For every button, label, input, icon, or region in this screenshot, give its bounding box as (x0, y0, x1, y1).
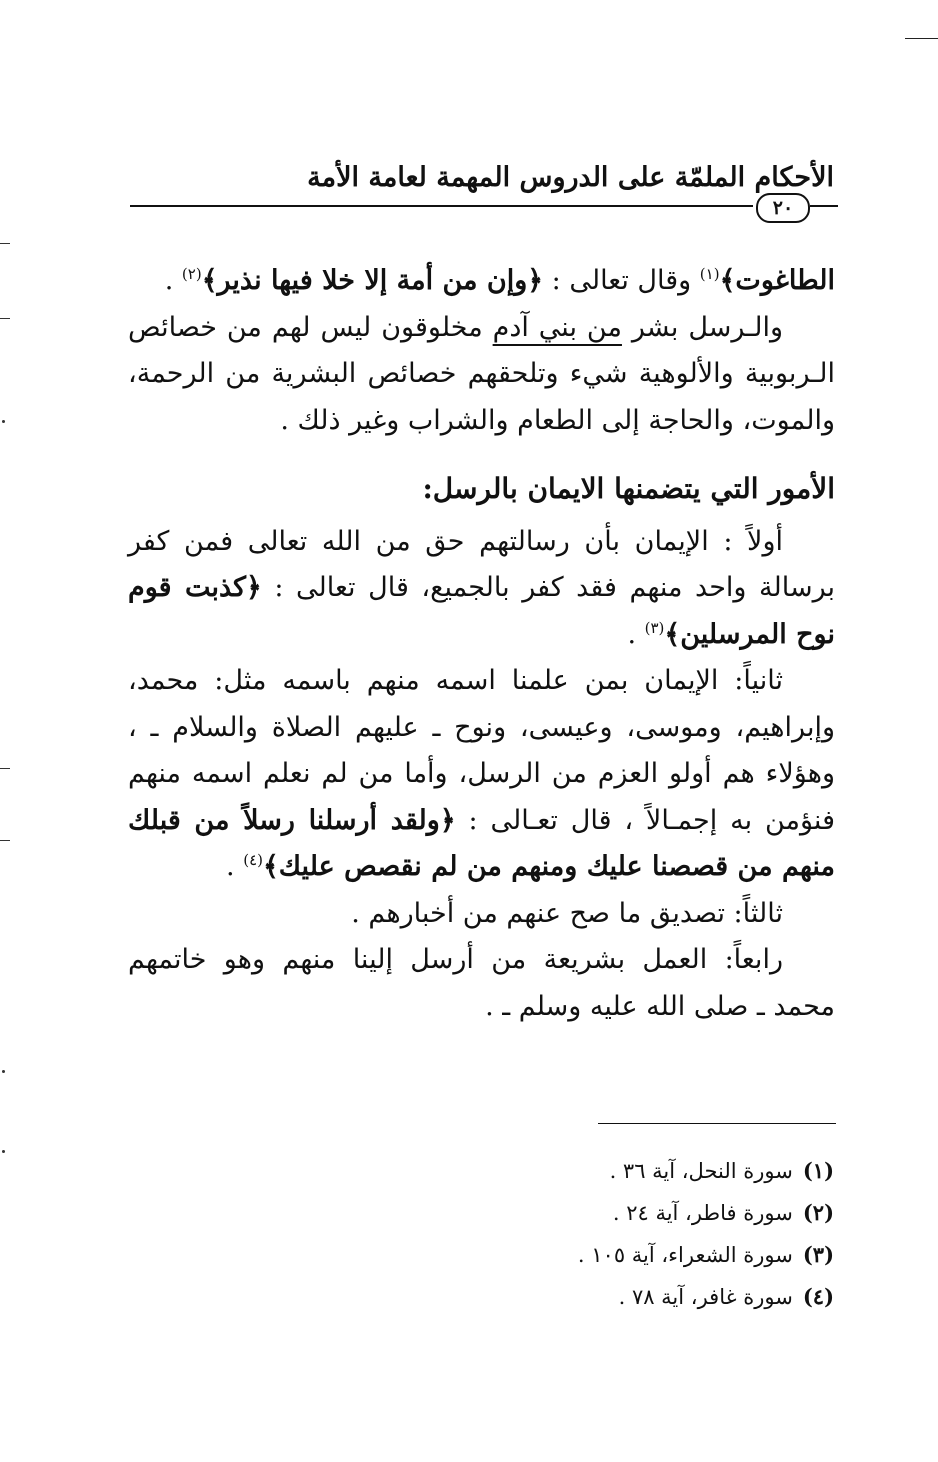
header-rule (130, 205, 753, 207)
paragraph-2 (128, 305, 835, 445)
footnote-text: سورة الشعراء، آية ١٠٥ . (577, 1243, 793, 1267)
footnote-ref: (٢) (181, 265, 202, 283)
footnote-item (460, 1150, 834, 1192)
edge-dot (2, 1070, 5, 1073)
footnote-item (460, 1234, 834, 1276)
footnote-number: (٢) (802, 1200, 834, 1225)
page-number-badge: ٢٠ (756, 193, 810, 223)
quran-quote: ﴿ولقد أرسلنا رسلاً من قبلك منهم من قصصنا عليك ومنهم من لم نقصص عليك﴾ (128, 804, 835, 882)
quran-quote: ﴿وإن من أمة إلا خلا فيها نذير﴾ (201, 265, 544, 296)
footnote-number: (٤) (802, 1284, 834, 1309)
paragraph-end: . (627, 618, 645, 650)
paragraph-end: . (164, 265, 182, 296)
paragraph-5: ثالثاً: تصديق ما صح عنهم من أخبارهم . (351, 897, 783, 929)
footnote-ref: (٤) (243, 851, 263, 869)
edge-mark (0, 318, 10, 319)
footnote-ref: (١) (699, 265, 720, 283)
paragraph-text: مخلوقون ليس لهم من خصائص الـربوبية والألوهية شيء وتلحقهم خصائص البشرية من الرحمة، والموت، والحاجة إلى الطعام والشراب وغير ذلك . (128, 311, 835, 436)
running-header-title: الأحكام الملمّة على الدروس المهمة لعامة الأمة (307, 162, 834, 193)
edge-dot (2, 1150, 5, 1153)
footnote-text: سورة النحل، آية ٣٦ . (609, 1159, 793, 1183)
edge-mark (0, 243, 10, 244)
paragraph-text: وقال تعالى : (543, 265, 700, 296)
edge-mark (0, 768, 10, 769)
paragraph-1 (128, 258, 835, 305)
header-rule-tail (810, 205, 838, 207)
footnotes (460, 1150, 834, 1318)
edge-dot (2, 420, 5, 423)
paragraph-text: والـرسل بشر (621, 311, 784, 343)
footnote-number: (٣) (802, 1242, 834, 1267)
footnote-text: سورة غافر، آية ٧٨ . (618, 1285, 793, 1309)
quran-term: الطاغوت﴾ (719, 265, 835, 296)
footnote-item (460, 1192, 834, 1234)
paragraph-4 (128, 658, 835, 891)
paragraph-text: أولاً : الإيمان بأن رسالتهم حق من الله تعالى فمن كفر برسالة واحد منهم فقد كفر بالجميع، قال تعالى : (128, 525, 835, 603)
main-text (128, 258, 835, 1030)
section-title: الأمور التي يتضمنها الايمان بالرسل: (422, 472, 835, 505)
quran-quote: ﴿كذبت قوم نوح المرسلين﴾ (128, 572, 835, 650)
footnote-item (460, 1276, 834, 1318)
footnote-rule (598, 1123, 836, 1124)
paragraph-6: رابعاً: العمل بشريعة من أرسل إلينا منهم وهو خاتمهم محمد ـ صلى الله عليه وسلم ـ . (128, 944, 835, 1022)
corner-line (905, 38, 938, 39)
footnote-text: سورة فاطر، آية ٢٤ . (612, 1201, 793, 1225)
edge-mark (0, 840, 10, 841)
underlined-text: من بني آدم (492, 311, 622, 343)
paragraph-end: . (226, 851, 244, 882)
footnote-number: (١) (802, 1158, 834, 1183)
paragraph-3 (128, 519, 835, 659)
footnote-ref: (٣) (644, 618, 665, 637)
paragraph-text: ثانياً: الإيمان بمن علمنا اسمه منهم باسمه مثل: محمد، وإبراهيم، وموسى، وعيسى، ونوح ـ عليهم الصلاة والسلام ـ ، وهؤلاء هم أولو العزم من الرسل، وأما من لم نعلم اسمه منهم فنؤمن به إجمـالاً ، قال تعـالى : (128, 665, 835, 836)
